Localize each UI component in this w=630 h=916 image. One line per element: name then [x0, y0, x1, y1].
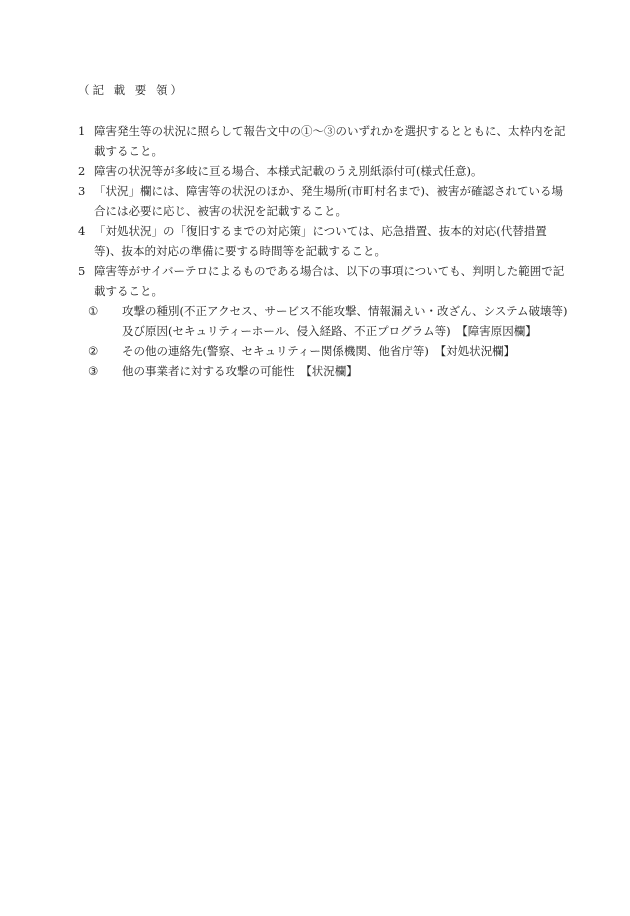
note-number: 2	[78, 164, 86, 178]
subitem-mark: ②	[88, 344, 99, 358]
note-number: 1	[78, 124, 86, 138]
note-item-5	[78, 261, 568, 301]
note-item-1	[78, 121, 568, 161]
note-item-2	[78, 161, 568, 181]
subitem-2	[88, 341, 568, 361]
note-text: 障害等がサイバーテロによるものである場合は、以下の事項についても、判明した範囲で記載すること。	[94, 264, 565, 298]
subitem-text: 他の事業者に対する攻撃の可能性 【状況欄】	[122, 364, 358, 378]
subitem-mark: ①	[88, 304, 99, 318]
subitem-3	[88, 361, 568, 381]
note-number: 4	[78, 224, 86, 238]
note-item-4	[78, 221, 568, 261]
subitems-list	[78, 301, 568, 381]
note-item-3	[78, 181, 568, 221]
heading: （記 載 要 領）	[78, 83, 185, 97]
note-text: 「対処状況」の「復旧するまでの対応策」については、応急措置、抜本的対応(代替措置等)、抜本的対応の準備に要する時間等を記載すること。	[94, 224, 547, 258]
note-number: 3	[78, 184, 86, 198]
note-number: 5	[78, 264, 86, 278]
note-text: 障害の状況等が多岐に亘る場合、本様式記載のうえ別紙添付可(様式任意)。	[94, 164, 483, 178]
subitem-1	[88, 301, 568, 341]
subitem-text: その他の連絡先(警察、セキュリティー関係機関、他省庁等) 【対処状況欄】	[122, 344, 516, 358]
notes-list	[78, 121, 568, 381]
subitem-mark: ③	[88, 364, 99, 378]
subitem-text: 攻撃の種別(不正アクセス、サービス不能攻撃、情報漏えい・改ざん、システム破壊等)及び原因(セキュリティーホール、侵入経路、不正プログラム等) 【障害原因欄】	[122, 304, 568, 338]
note-text: 「状況」欄には、障害等の状況のほか、発生場所(市町村名まで)、被害が確認されている場合には必要に応じ、被害の状況を記載すること。	[94, 184, 563, 218]
note-text: 障害発生等の状況に照らして報告文中の①～③のいずれかを選択するとともに、太枠内を記載すること。	[94, 124, 566, 158]
